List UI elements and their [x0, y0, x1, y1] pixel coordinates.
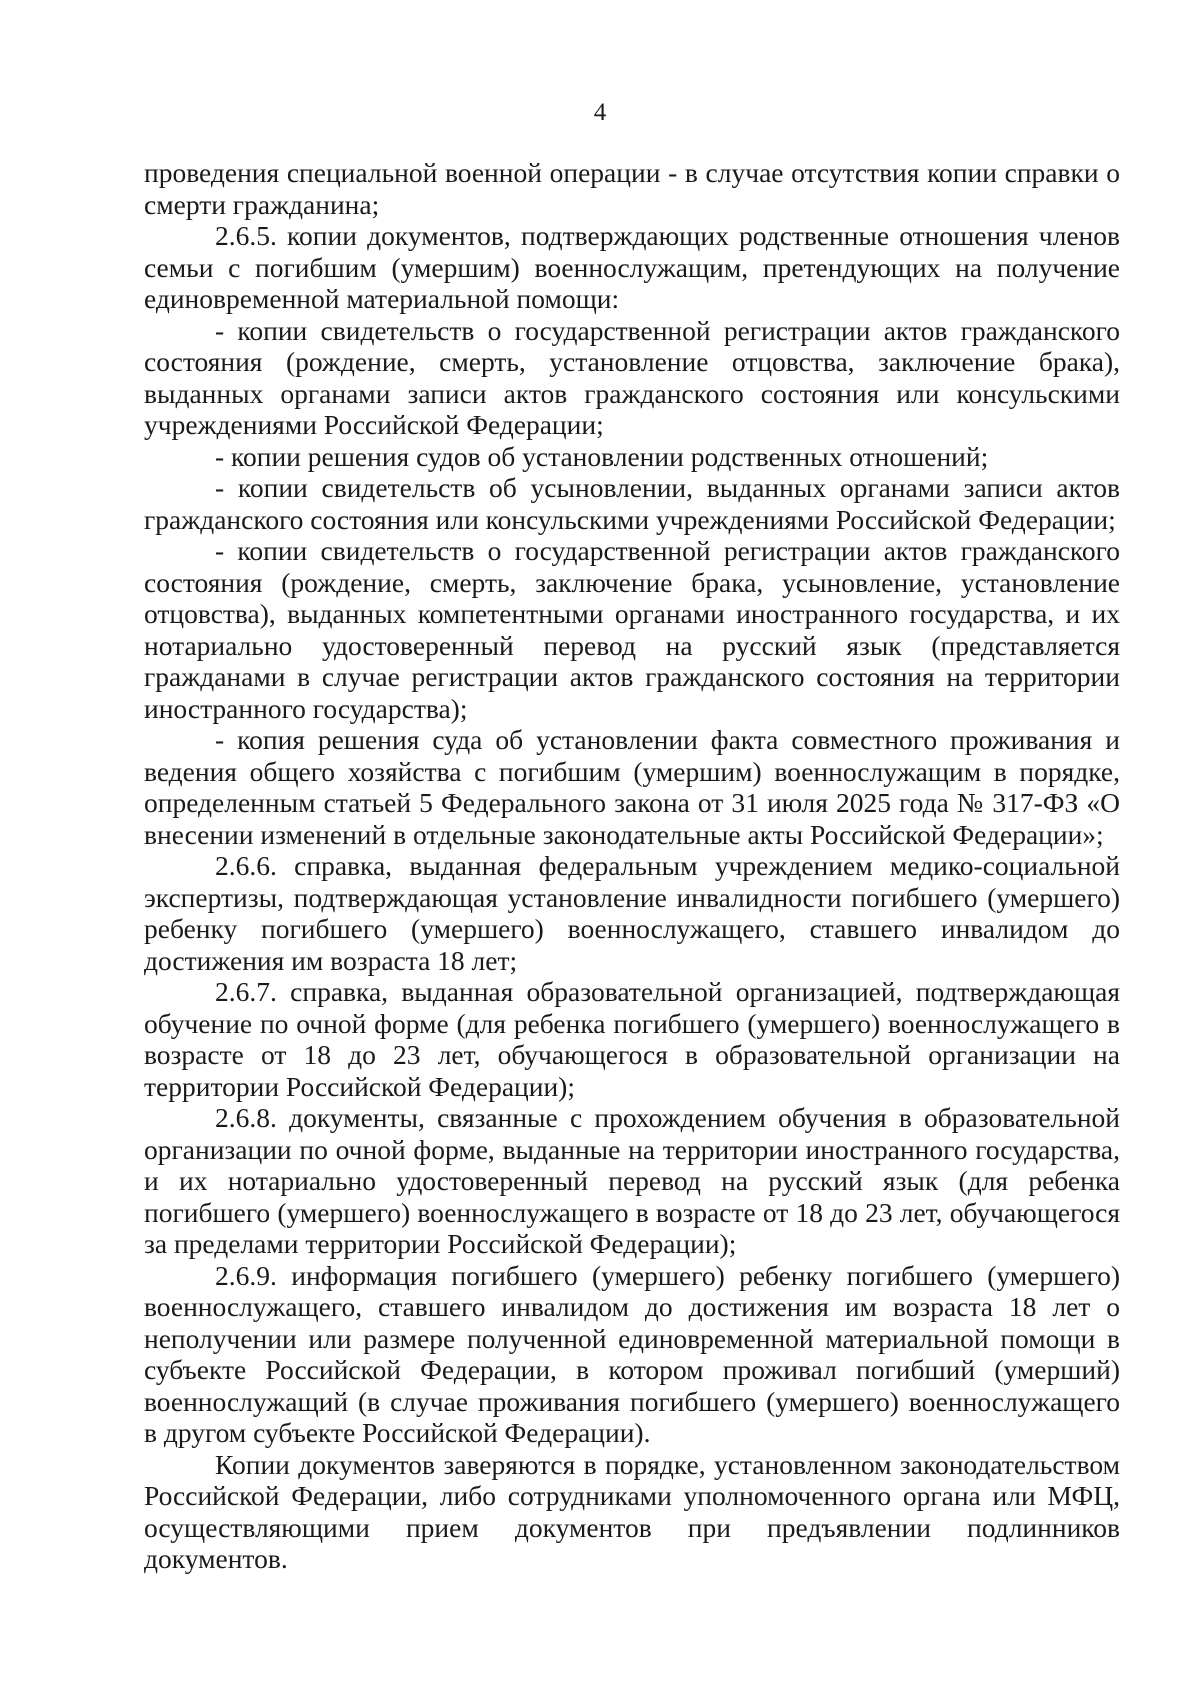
paragraph: 2.6.9. информация погибшего (умершего) ребенку погибшего (умершего) военнослужащего, ставшего инвалидом до достижения им возраста 18 лет о неполучении или размере полученной единовременной материальной помощи в субъекте Российской Федерации, в котором проживал погибший (умерший) военнослужащий (в случае проживания погибшего (умершего) военнослужащего в другом субъекте Российской Федерации). — [144, 1259, 1120, 1448]
paragraph: Копии документов заверяются в порядке, установленном законодательством Российской Федерации, либо сотрудниками уполномоченного органа или МФЦ, осуществляющими прием документов при предъявлении подлинников документов. — [144, 1448, 1120, 1574]
paragraph: - копии решения судов об установлении родственных отношений; — [215, 440, 989, 472]
paragraph: - копии свидетельств о государственной регистрации актов гражданского состояния (рождение, смерть, заключение брака, усыновление, установление отцовства), выданных компетентными органами иностранного государства, и их нотариально удостоверенный перевод на русский язык (представляется гражданами в случае регистрации актов гражданского состояния на территории иностранного государства); — [144, 535, 1120, 724]
paragraph: проведения специальной военной операции - в случае отсутствия копии справки о смерти гражданина; — [144, 157, 1120, 220]
paragraph: - копия решения суда об установлении факта совместного проживания и ведения общего хозяйства с погибшим (умершим) военнослужащим в порядке, определенным статьей 5 Федерального закона от 31 июля 2025 года № 317-ФЗ «О внесении изменений в отдельные законодательные акты Российской Федерации»; — [144, 724, 1120, 850]
paragraph: 2.6.8. документы, связанные с прохождением обучения в образовательной организации по очной форме, выданные на территории иностранного государства, и их нотариально удостоверенный перевод на русский язык (для ребенка погибшего (умершего) военнослужащего в возрасте от 18 до 23 лет, обучающегося за пределами территории Российской Федерации); — [144, 1102, 1120, 1259]
paragraph: 2.6.7. справка, выданная образовательной организацией, подтверждающая обучение по очной форме (для ребенка погибшего (умершего) военнослужащего в возрасте от 18 до 23 лет, обучающегося в образовательной организации на территории Российской Федерации); — [144, 976, 1120, 1102]
paragraph: - копии свидетельств о государственной регистрации актов гражданского состояния (рождение, смерть, установление отцовства, заключение брака), выданных органами записи актов гражданского состояния или консульскими учреждениями Российской Федерации; — [144, 314, 1120, 440]
document-body — [144, 157, 1120, 1575]
paragraph: - копии свидетельств об усыновлении, выданных органами записи актов гражданского состояния или консульскими учреждениями Российской Федерации; — [144, 472, 1120, 535]
paragraph: 2.6.6. справка, выданная федеральным учреждением медико-социальной экспертизы, подтверждающая установление инвалидности погибшего (умершего) ребенку погибшего (умершего) военнослужащего, ставшего инвалидом до достижения им возраста 18 лет; — [144, 850, 1120, 976]
paragraph: 2.6.5. копии документов, подтверждающих родственные отношения членов семьи с погибшим (умершим) военнослужащим, претендующих на получение единовременной материальной помощи: — [144, 220, 1120, 314]
page-number: 4 — [593, 99, 607, 126]
